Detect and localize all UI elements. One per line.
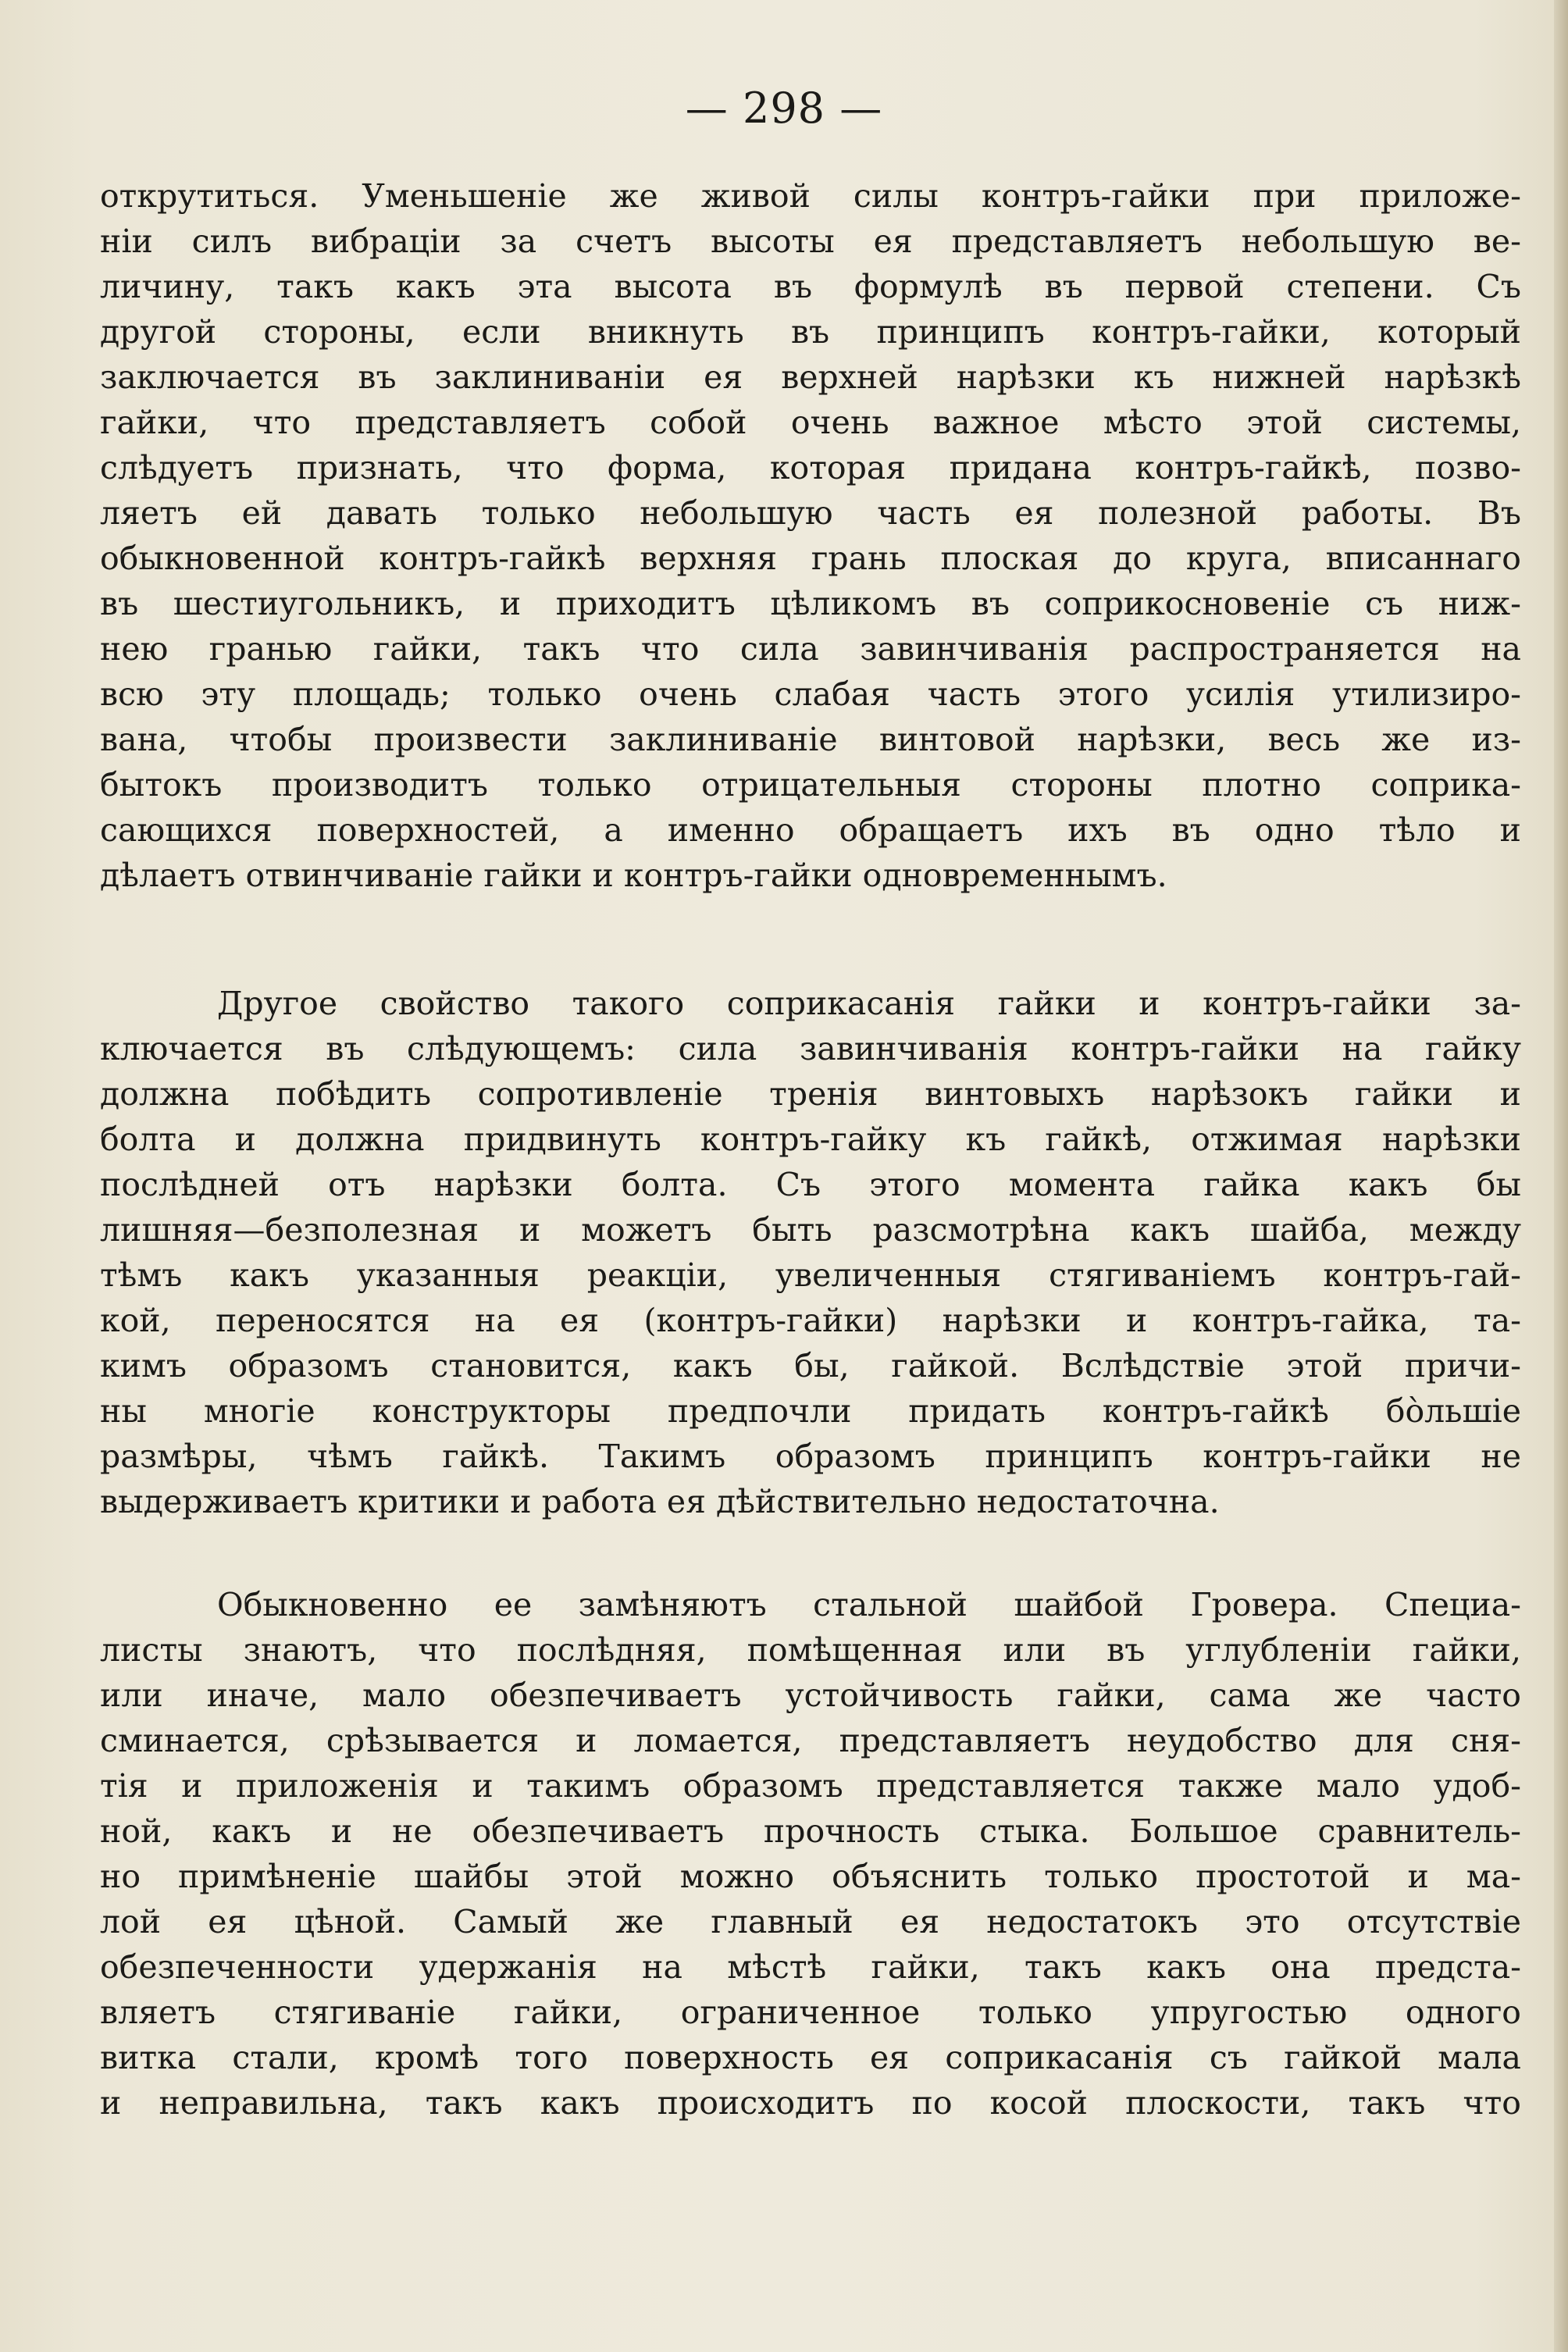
text-line: витка стали, кромѣ того поверхность ея соприкасанія съ гайкой мала <box>100 2039 1521 2076</box>
text-line: кимъ образомъ становится, какъ бы, гайкой. Вслѣдствіе этой причи- <box>100 1347 1521 1384</box>
text-line: слѣдуетъ признать, что форма, которая придана контръ-гайкѣ, позво- <box>100 449 1521 486</box>
text-line: лишняя—безполезная и можетъ быть разсмотрѣна какъ шайба, между <box>100 1211 1521 1249</box>
text-line: обезпеченности удержанія на мѣстѣ гайки, такъ какъ она предста- <box>100 1948 1521 1986</box>
text-line: ны многіе конструкторы предпочли придать контръ-гайкѣ бо̀льшіе <box>100 1392 1521 1430</box>
text-line: ключается въ слѣдующемъ: сила завинчиванія контръ-гайки на гайку <box>100 1030 1521 1067</box>
text-line: гайки, что представляетъ собой очень важное мѣсто этой системы, <box>100 404 1521 441</box>
page-edge-shadow <box>1554 0 1568 2352</box>
text-line: открутиться. Уменьшеніе же живой силы контръ-гайки при приложе- <box>100 177 1521 215</box>
text-line: заключается въ заклиниваніи ея верхней нарѣзки къ нижней нарѣзкѣ <box>100 358 1521 396</box>
text-line: Обыкновенно ее замѣняютъ стальной шайбой Гровера. Специа- <box>217 1586 1521 1623</box>
text-line: выдерживаетъ критики и работа ея дѣйствительно недостаточна. <box>100 1483 1220 1520</box>
text-line: тія и приложенія и такимъ образомъ представляется также мало удоб- <box>100 1767 1521 1805</box>
text-line: Другое свойство такого соприкасанія гайки и контръ-гайки за- <box>217 985 1521 1022</box>
text-line: личину, такъ какъ эта высота въ формулѣ въ первой степени. Съ <box>100 268 1521 305</box>
text-line: сающихся поверхностей, а именно обращаетъ ихъ въ одно тѣло и <box>100 811 1521 849</box>
text-line: или иначе, мало обезпечиваетъ устойчивость гайки, сама же часто <box>100 1677 1521 1714</box>
text-line: ной, какъ и не обезпечиваетъ прочность стыка. Большое сравнитель- <box>100 1812 1521 1850</box>
text-line: и неправильна, такъ какъ происходитъ по косой плоскости, такъ что <box>100 2084 1521 2122</box>
paragraph-1 <box>100 173 1521 898</box>
text-line: вана, чтобы произвести заклиниваніе винтовой нарѣзки, весь же из- <box>100 721 1521 758</box>
text-line: кой, переносятся на ея (контръ-гайки) нарѣзки и контръ-гайка, та- <box>100 1302 1521 1339</box>
paragraph-3 <box>100 1582 1521 2126</box>
text-line: нею гранью гайки, такъ что сила завинчиванія распространяется на <box>100 630 1521 668</box>
text-line: лой ея цѣной. Самый же главный ея недостатокъ это отсутствіе <box>100 1903 1521 1940</box>
text-line: размѣры, чѣмъ гайкѣ. Такимъ образомъ принципъ контръ-гайки не <box>100 1438 1521 1475</box>
text-line: другой стороны, если вникнуть въ принципъ контръ-гайки, который <box>100 313 1521 351</box>
text-line: ніи силъ вибраціи за счетъ высоты ея представляетъ небольшую ве- <box>100 223 1521 260</box>
text-line: болта и должна придвинуть контръ-гайку къ гайкѣ, отжимая нарѣзки <box>100 1121 1521 1158</box>
text-line: бытокъ производитъ только отрицательныя стороны плотно соприка- <box>100 766 1521 804</box>
text-line: листы знаютъ, что послѣдняя, помѣщенная или въ углубленіи гайки, <box>100 1631 1521 1669</box>
text-line: всю эту площадь; только очень слабая часть этого усилія утилизиро- <box>100 675 1521 713</box>
text-line: ляетъ ей давать только небольшую часть ея полезной работы. Въ <box>100 494 1521 532</box>
paragraph-2 <box>100 981 1521 1524</box>
text-line: вляетъ стягиваніе гайки, ограниченное только упругостью одного <box>100 1994 1521 2031</box>
text-line: дѣлаетъ отвинчиваніе гайки и контръ-гайки одновременнымъ. <box>100 857 1167 894</box>
text-line: послѣдней отъ нарѣзки болта. Съ этого момента гайка какъ бы <box>100 1166 1521 1203</box>
text-line: должна побѣдить сопротивленіе тренія винтовыхъ нарѣзокъ гайки и <box>100 1075 1521 1113</box>
text-line: обыкновенной контръ-гайкѣ верхняя грань плоская до круга, вписаннаго <box>100 540 1521 577</box>
text-line: сминается, срѣзывается и ломается, представляетъ неудобство для сня- <box>100 1722 1521 1759</box>
text-line: въ шестиугольникъ, и приходитъ цѣликомъ въ соприкосновеніе съ ниж- <box>100 585 1521 622</box>
text-line: но примѣненіе шайбы этой можно объяснить только простотой и ма- <box>100 1858 1521 1895</box>
page-number: — 298 — <box>685 84 883 133</box>
text-line: тѣмъ какъ указанныя реакціи, увеличенныя стягиваніемъ контръ-гай- <box>100 1256 1521 1294</box>
